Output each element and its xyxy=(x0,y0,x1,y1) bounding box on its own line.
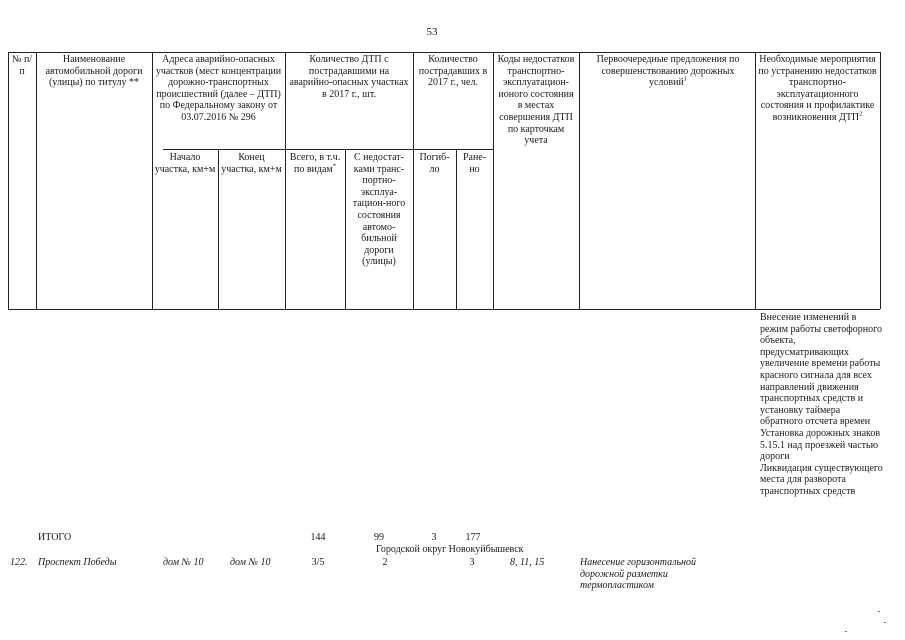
col-rule-3 xyxy=(218,149,219,309)
header-start: Начало участка, км+м xyxy=(154,152,216,175)
col-rule-9 xyxy=(579,52,580,309)
header-proposals xyxy=(585,54,751,89)
header-proposals-footnote: 1 xyxy=(683,75,688,83)
row-codes: 8, 11, 15 xyxy=(510,557,545,568)
measures-list xyxy=(760,312,884,498)
scan-speck xyxy=(878,611,880,612)
total-dtp: 144 xyxy=(310,532,326,543)
total-injured: 177 xyxy=(465,532,481,543)
header-total-by-type xyxy=(287,152,343,175)
district-heading: Городской округ Новокуйбышевск xyxy=(376,544,524,555)
row-start: дом № 10 xyxy=(163,557,204,568)
header-injured: Ране-но xyxy=(462,152,487,175)
col-rule-8 xyxy=(493,52,494,309)
scan-speck xyxy=(884,622,886,623)
col-rule-4 xyxy=(285,52,286,309)
header-road-name: Наименование автомобильной дороги (улицы) по титулу ** xyxy=(45,54,143,89)
measure-item-u-turn: Ликвидация существующего места для разворота транспортных средств xyxy=(760,462,883,497)
row-dtp: 3/5 xyxy=(311,557,325,568)
header-measures-text: Необходимые мероприятия по устранению недостатков транспортно-эксплуатационного состояния и профилактике возникновения ДТП xyxy=(758,54,877,123)
row-road-name: Проспект Победы xyxy=(38,557,117,568)
header-dtp-count: Количество ДТП с пострадавшими на аварийно-опасных участках в 2017 г., шт. xyxy=(289,54,409,100)
table-top-rule xyxy=(8,52,880,53)
header-num: № п/п xyxy=(11,54,33,77)
header-killed: Погиб-ло xyxy=(419,152,450,175)
table-bottom-rule xyxy=(8,309,880,310)
measure-item-road-signs: Установка дорожных знаков 5.15.1 над проезжей частью дороги xyxy=(760,427,881,463)
header-address: Адреса аварийно-опасных участков (мест концентрации дорожно-транспортных происшествий (далее – ДТП) по Федеральному закону от 03.07.2016 № 296 xyxy=(155,54,282,123)
row-end: дом № 10 xyxy=(230,557,271,568)
page-number: 53 xyxy=(426,26,438,38)
col-rule-10 xyxy=(755,52,756,309)
row-injured: 3 xyxy=(469,557,475,568)
col-rule-1 xyxy=(36,52,37,309)
col-rule-7 xyxy=(456,149,457,309)
total-label: ИТОГО xyxy=(38,532,72,543)
header-proposals-text: Первоочередные предложения по совершенствованию дорожных условий xyxy=(596,54,740,89)
victims-split-rule xyxy=(413,149,493,150)
header-codes: Коды недостатков транспортно-эксплуатацион-ионого состояния в местах совершения ДТП по карточкам учета xyxy=(497,54,575,147)
col-rule-5 xyxy=(345,149,346,309)
scan-speck xyxy=(845,631,847,632)
row-proposal: Нанесение горизонтальной дорожной разметки термопластиком xyxy=(580,557,696,592)
header-deficiency: С недостат-ками транс-портно-эксплуа-тацион-ного состояния автомо-бильной дороги (улицы) xyxy=(352,152,406,268)
col-rule-11 xyxy=(880,52,881,309)
header-end: Конец участка, км+м xyxy=(221,152,282,175)
header-measures xyxy=(757,54,878,124)
total-killed: 3 xyxy=(431,532,437,543)
col-rule-6 xyxy=(413,52,414,309)
header-total-by-type-footnote: * xyxy=(332,162,337,170)
address-split-rule xyxy=(163,149,285,150)
header-victims: Количество пострадавших в 2017 г., чел. xyxy=(418,54,488,89)
col-rule-2 xyxy=(152,52,153,309)
total-deficiency: 99 xyxy=(374,532,384,543)
measure-item-traffic-light: Внесение изменений в режим работы светофорного объекта, предусматривающих увеличение времени работы красного сигнала для всех направлений движения транспортных средств и установку таймера обратного отсчета времен xyxy=(760,312,882,428)
header-measures-footnote: 2 xyxy=(859,110,863,118)
dtp-split-rule xyxy=(285,149,413,150)
row-number: 122. xyxy=(10,557,28,568)
col-rule-0 xyxy=(8,52,9,309)
header-total-by-type-text: Всего, в т.ч. по видам xyxy=(289,152,341,175)
row-deficiency: 2 xyxy=(382,557,388,568)
